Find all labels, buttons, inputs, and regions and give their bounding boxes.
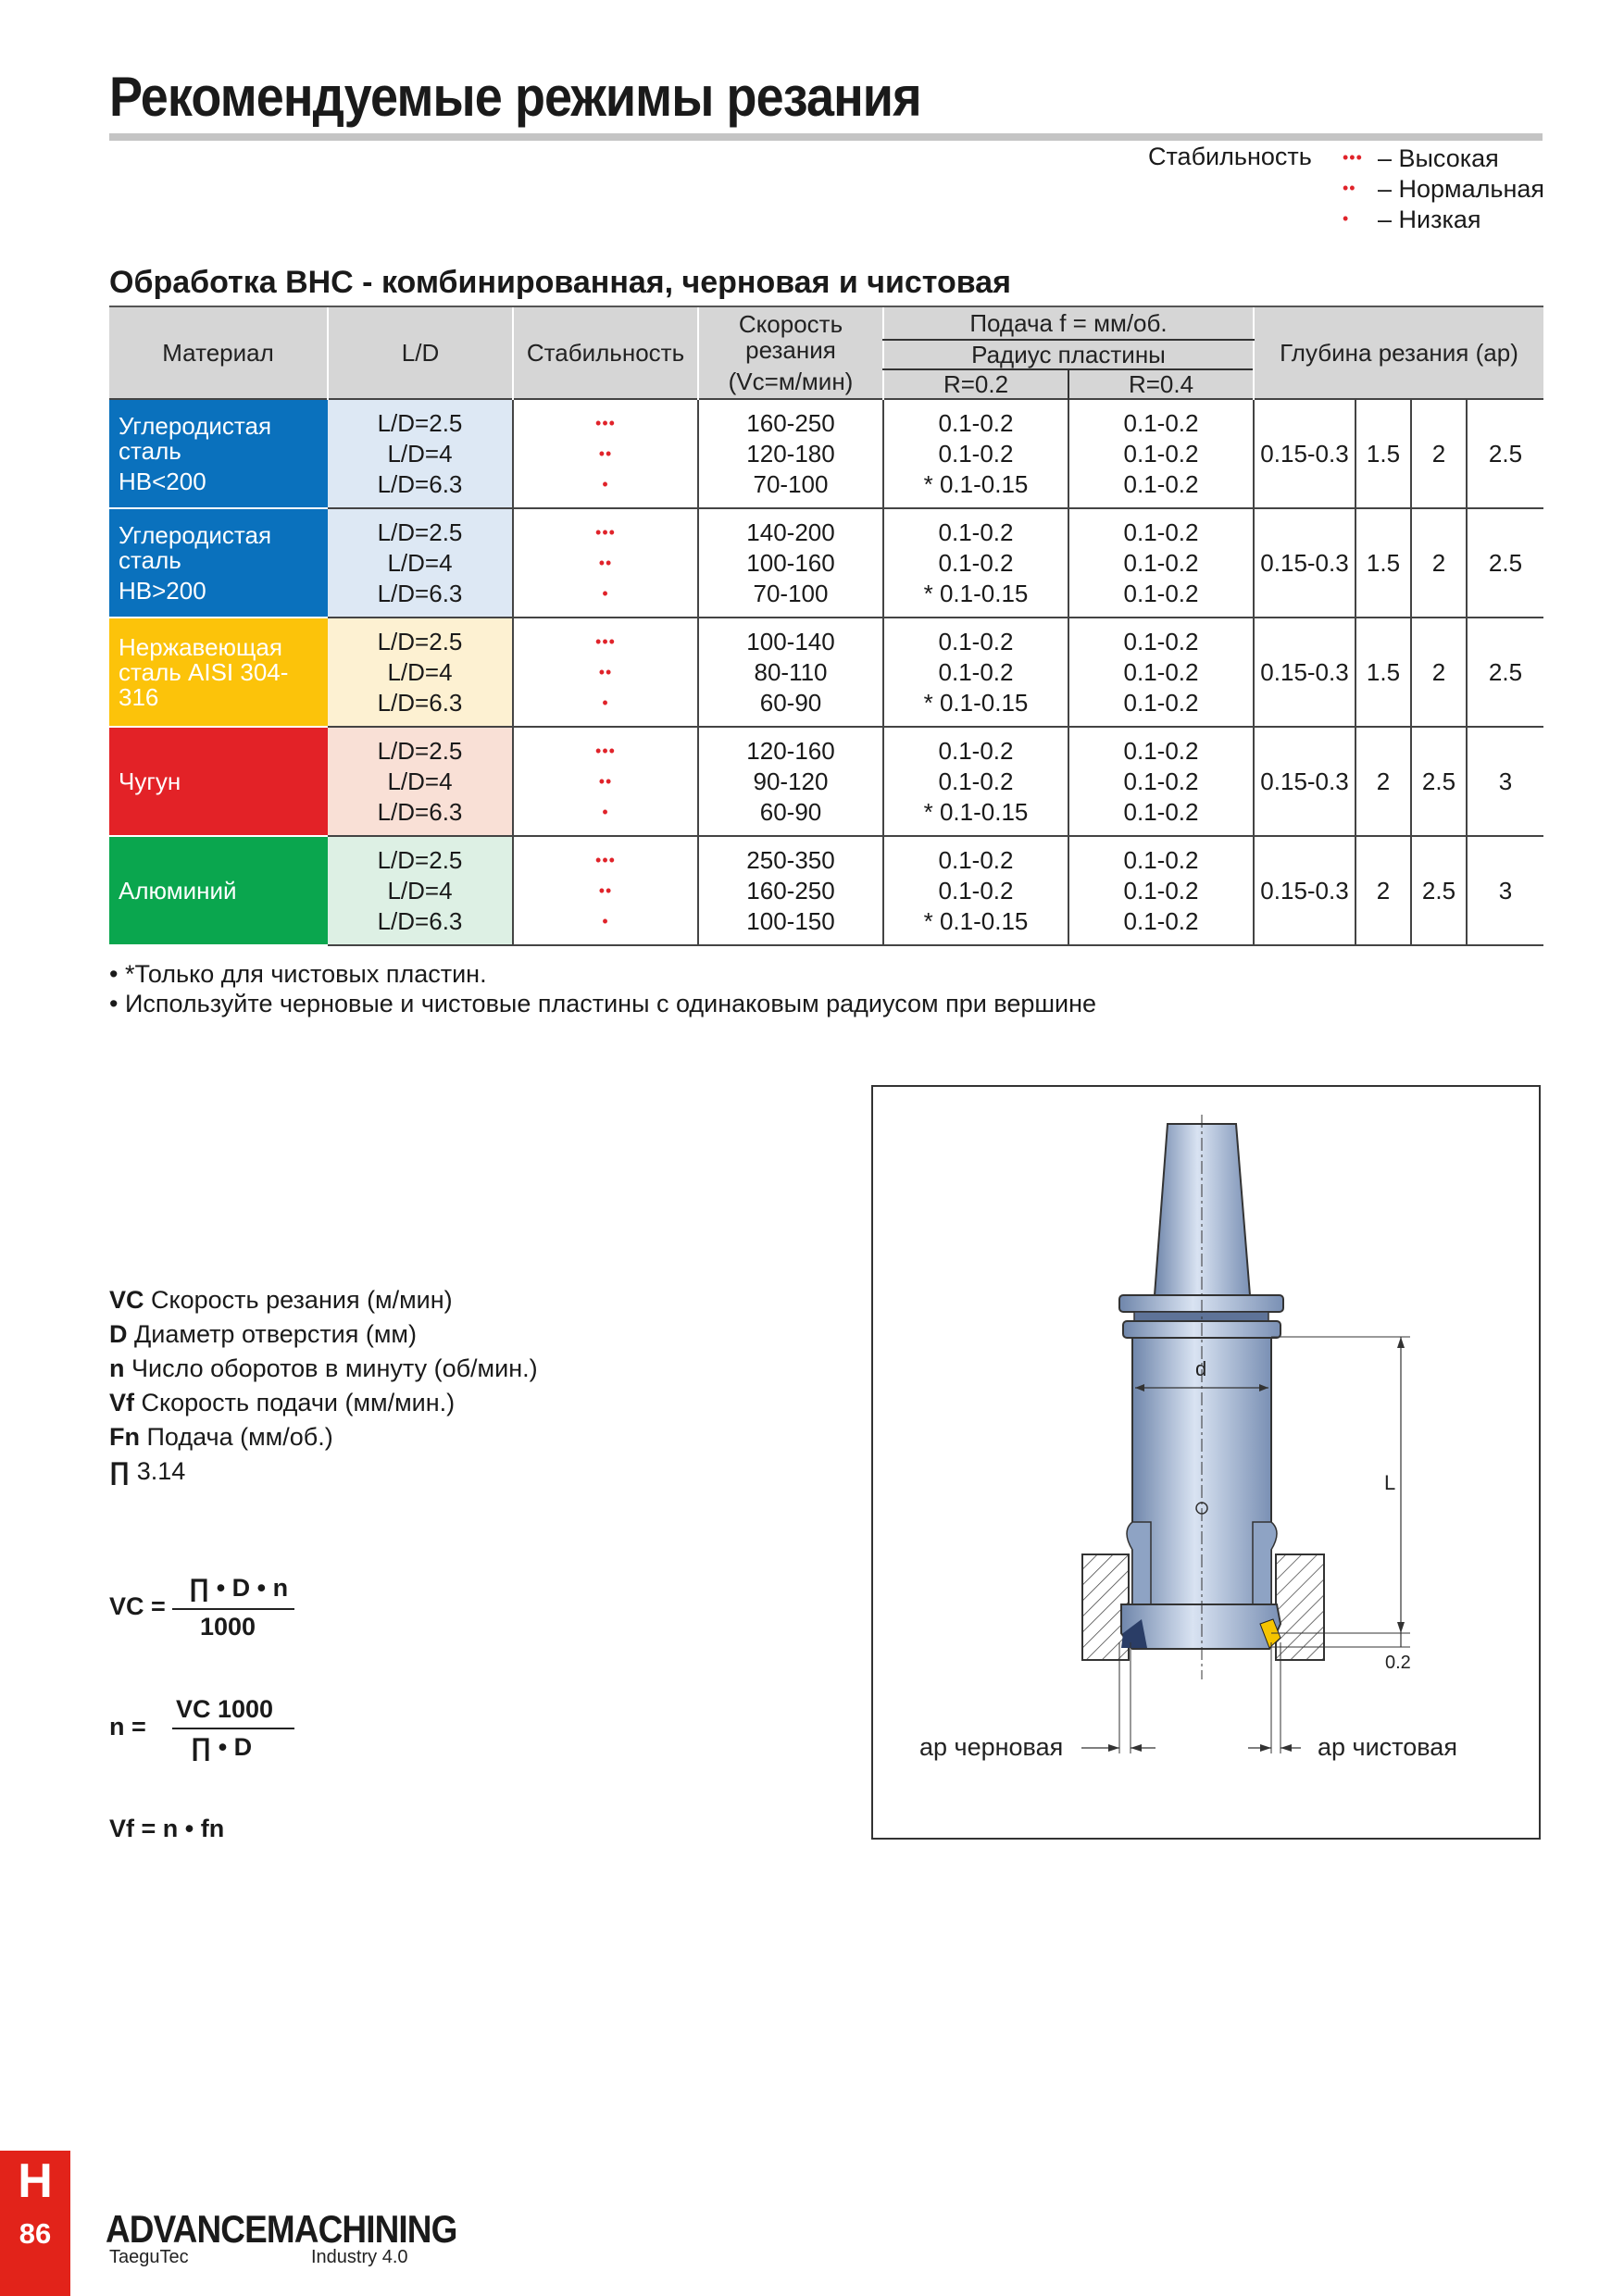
depth-cell: 2 <box>1411 399 1467 508</box>
speed-value: 140-200 <box>746 518 835 546</box>
table-notes <box>109 959 1096 1018</box>
feed-value: 0.1-0.2 <box>1123 408 1199 437</box>
header-r04: R=0.4 <box>1068 369 1254 399</box>
note-finishing-only: • *Только для чистовых пластин. <box>109 960 487 988</box>
feed-value: * 0.1-0.15 <box>923 688 1029 717</box>
speed-value: 70-100 <box>753 469 829 498</box>
depth-cell: 2.5 <box>1467 618 1543 727</box>
feed-value: * 0.1-0.15 <box>923 906 1029 935</box>
feed-value: 0.1-0.2 <box>1123 657 1199 686</box>
desc-n: Число оборотов в минуту (об/мин.) <box>124 1354 538 1382</box>
depth-cell: 2.5 <box>1411 727 1467 836</box>
feed-r02-cell <box>883 836 1068 945</box>
depth-cell: 2.5 <box>1467 508 1543 618</box>
material-label: Углеродистая <box>119 411 272 440</box>
formula-n-lhs: n = <box>109 1713 146 1741</box>
speed-cell <box>698 836 883 945</box>
speed-cell <box>698 508 883 618</box>
material-cell <box>109 727 328 836</box>
material-label: Углеродистая <box>119 520 272 549</box>
stability-dots: ••• <box>595 413 616 432</box>
formula-vf: Vf = n • fn <box>109 1815 225 1842</box>
stability-dots: ••• <box>595 631 616 651</box>
feed-value: 0.1-0.2 <box>938 408 1014 437</box>
depth-cell: 2.5 <box>1467 399 1543 508</box>
desc-vc: Скорость резания (м/мин) <box>144 1286 453 1314</box>
stability-dots: ••• <box>595 850 616 869</box>
page-title: Рекомендуемые режимы резания <box>109 66 921 128</box>
stability-dots: ••• <box>595 741 616 760</box>
feed-value: 0.1-0.2 <box>1123 439 1199 468</box>
depth-cell: 1.5 <box>1355 618 1411 727</box>
stability-cell <box>513 618 698 727</box>
feed-value: 0.1-0.2 <box>938 845 1014 874</box>
symbol-vf: Vf <box>109 1389 134 1416</box>
table-row <box>109 836 1543 945</box>
desc-pi: 3.14 <box>130 1457 186 1485</box>
workpiece-right <box>1276 1554 1324 1660</box>
ld-value: L/D=2.5 <box>377 408 463 437</box>
depth-cell: 2.5 <box>1411 836 1467 945</box>
feed-r02-cell <box>883 727 1068 836</box>
depth-cell: 1.5 <box>1355 508 1411 618</box>
label-ap-rough: ap черновая <box>919 1733 1064 1761</box>
depth-cell: 3 <box>1467 727 1543 836</box>
stability-dots: • <box>602 474 609 493</box>
desc-d: Диаметр отверстия (мм) <box>127 1320 417 1348</box>
material-cell <box>109 618 328 727</box>
formula-vc-numerator: ∏ • D • n <box>189 1574 289 1602</box>
material-label: Алюминий <box>119 876 237 905</box>
formula-vc-denominator: 1000 <box>200 1613 256 1641</box>
feed-value: * 0.1-0.15 <box>923 797 1029 826</box>
stability-cell <box>513 399 698 508</box>
ld-value: L/D=6.3 <box>377 906 463 935</box>
feed-r02-cell <box>883 508 1068 618</box>
feed-r02-cell <box>883 618 1068 727</box>
depth-cell: 0.15-0.3 <box>1254 618 1355 727</box>
legend-vf <box>109 1386 538 1420</box>
depth-cell: 0.15-0.3 <box>1254 727 1355 836</box>
header-feed: Подача f = мм/об. <box>883 306 1254 340</box>
speed-value: 100-140 <box>746 627 835 655</box>
legend-item-high <box>1343 144 1499 173</box>
feed-value: 0.1-0.2 <box>938 767 1014 795</box>
ld-cell <box>328 399 513 508</box>
ld-value: L/D=2.5 <box>377 627 463 655</box>
stability-dots: •• <box>598 662 613 681</box>
legend-item-normal <box>1343 175 1544 204</box>
depth-cell: 2 <box>1411 508 1467 618</box>
table-row <box>109 399 1543 508</box>
symbol-fn: Fn <box>109 1423 140 1451</box>
speed-value: 160-250 <box>746 876 835 905</box>
feed-value: 0.1-0.2 <box>1123 688 1199 717</box>
ld-value: L/D=4 <box>387 767 453 795</box>
note-same-radius: • Используйте черновые и чистовые пластины с одинаковым радиусом при вершине <box>109 990 1097 1017</box>
stability-cell <box>513 727 698 836</box>
feed-value: 0.1-0.2 <box>938 657 1014 686</box>
speed-value: 100-150 <box>746 906 835 935</box>
header-speed <box>698 306 883 399</box>
speed-cell <box>698 399 883 508</box>
speed-value: 120-160 <box>746 736 835 765</box>
feed-r04-cell <box>1068 727 1254 836</box>
depth-cell: 0.15-0.3 <box>1254 836 1355 945</box>
material-label: 316 <box>119 682 159 711</box>
header-depth: Глубина резания (ap) <box>1254 306 1543 399</box>
stability-dots: • <box>602 693 609 712</box>
legend-dots-normal: •• <box>1343 179 1356 197</box>
stability-cell <box>513 508 698 618</box>
ld-cell <box>328 727 513 836</box>
speed-value: 90-120 <box>753 767 829 795</box>
boring-head-drawing <box>873 1087 1539 1838</box>
header-speed-line3: (Vc=м/мин) <box>728 368 854 395</box>
material-label: Чугун <box>119 767 181 795</box>
symbol-pi: ∏ <box>109 1457 131 1485</box>
ld-cell <box>328 618 513 727</box>
feed-value: 0.1-0.2 <box>938 548 1014 577</box>
page-number: 86 <box>19 2217 52 2250</box>
feed-value: 0.1-0.2 <box>1123 469 1199 498</box>
feed-r04-cell <box>1068 836 1254 945</box>
stability-dots: ••• <box>595 522 616 542</box>
feed-value: 0.1-0.2 <box>1123 906 1199 935</box>
ld-cell <box>328 508 513 618</box>
ld-cell <box>328 836 513 945</box>
legend-text-high: – Высокая <box>1378 144 1499 172</box>
feed-value: 0.1-0.2 <box>1123 548 1199 577</box>
stability-dots: •• <box>598 443 613 463</box>
ld-value: L/D=4 <box>387 439 453 468</box>
material-cell <box>109 836 328 945</box>
material-cell <box>109 508 328 618</box>
ld-value: L/D=6.3 <box>377 797 463 826</box>
material-label: HB>200 <box>119 576 206 605</box>
speed-value: 60-90 <box>759 688 822 717</box>
material-label: сталь <box>119 436 181 465</box>
speed-value: 60-90 <box>759 797 822 826</box>
header-speed-line2: резания <box>745 336 836 364</box>
speed-value: 160-250 <box>746 408 835 437</box>
material-label: Нержавеющая <box>119 632 282 661</box>
legend-d <box>109 1317 538 1352</box>
legend-dots-high: ••• <box>1343 148 1363 167</box>
feed-value: 0.1-0.2 <box>938 627 1014 655</box>
feed-value: 0.1-0.2 <box>1123 797 1199 826</box>
symbol-d: D <box>109 1320 128 1348</box>
depth-cell: 2 <box>1355 727 1411 836</box>
stability-dots: •• <box>598 880 613 900</box>
ld-value: L/D=6.3 <box>377 469 463 498</box>
table-row <box>109 618 1543 727</box>
section-title: Обработка ВНС - комбинированная, черновая и чистовая <box>109 265 1011 300</box>
stability-cell <box>513 836 698 945</box>
material-cell <box>109 399 328 508</box>
feed-value: 0.1-0.2 <box>938 518 1014 546</box>
depth-cell: 0.15-0.3 <box>1254 399 1355 508</box>
legend-vc <box>109 1283 538 1317</box>
speed-value: 80-110 <box>754 657 828 686</box>
header-stability: Стабильность <box>513 306 698 399</box>
speed-value: 100-160 <box>746 548 835 577</box>
legend-text-low: – Низкая <box>1378 206 1481 233</box>
stability-dots: • <box>602 802 609 821</box>
material-label: сталь <box>119 545 181 574</box>
symbol-vc: VC <box>109 1286 144 1314</box>
feed-value: 0.1-0.2 <box>1123 845 1199 874</box>
section-letter: H <box>18 2154 53 2208</box>
ld-value: L/D=4 <box>387 548 453 577</box>
formula-n-numerator: VC 1000 <box>176 1695 274 1723</box>
depth-cell: 3 <box>1467 836 1543 945</box>
header-ld: L/D <box>328 306 513 399</box>
desc-fn: Подача (мм/об.) <box>140 1423 333 1451</box>
stability-dots: •• <box>598 553 613 572</box>
header-radius: Радиус пластины <box>883 340 1254 369</box>
header-speed-line1: Скорость <box>738 310 843 338</box>
ld-value: L/D=2.5 <box>377 518 463 546</box>
depth-cell: 0.15-0.3 <box>1254 508 1355 618</box>
feed-r02-cell <box>883 399 1068 508</box>
feed-r04-cell <box>1068 399 1254 508</box>
feed-value: 0.1-0.2 <box>1123 518 1199 546</box>
legend-dots-low: • <box>1343 209 1350 228</box>
depth-cell: 2 <box>1355 836 1411 945</box>
speed-value: 250-350 <box>746 845 835 874</box>
ld-value: L/D=2.5 <box>377 736 463 765</box>
label-ap-finish: ap чистовая <box>1318 1733 1457 1761</box>
header-material: Материал <box>109 306 328 399</box>
feed-value: * 0.1-0.15 <box>923 469 1029 498</box>
ld-value: L/D=2.5 <box>377 845 463 874</box>
title-rule <box>109 133 1543 141</box>
ld-value: L/D=6.3 <box>377 579 463 607</box>
legend-label: Стабильность <box>1148 143 1312 170</box>
feed-value: 0.1-0.2 <box>1123 876 1199 905</box>
brand-name: TaeguTec <box>109 2247 189 2267</box>
label-0.2: 0.2 <box>1385 1653 1411 1673</box>
feed-r04-cell <box>1068 508 1254 618</box>
ld-value: L/D=4 <box>387 657 453 686</box>
legend-n <box>109 1352 538 1386</box>
formula-n-denominator: ∏ • D <box>191 1733 253 1761</box>
feed-value: 0.1-0.2 <box>938 439 1014 468</box>
table-row <box>109 508 1543 618</box>
stability-dots: • <box>602 583 609 603</box>
material-label: сталь AISI 304- <box>119 657 289 686</box>
tool-diagram <box>871 1085 1541 1840</box>
speed-value: 120-180 <box>746 439 835 468</box>
speed-cell <box>698 618 883 727</box>
feed-value: 0.1-0.2 <box>1123 579 1199 607</box>
feed-value: * 0.1-0.15 <box>923 579 1029 607</box>
formula-vc-fraction-line <box>172 1608 294 1610</box>
brand-tagline: Industry 4.0 <box>311 2247 408 2267</box>
material-label: HB<200 <box>119 467 206 495</box>
feed-value: 0.1-0.2 <box>938 736 1014 765</box>
desc-vf: Скорость подачи (мм/мин.) <box>134 1389 456 1416</box>
legend-fn <box>109 1420 538 1454</box>
feed-r04-cell <box>1068 618 1254 727</box>
formula-vc-lhs: VC = <box>109 1592 166 1620</box>
stability-dots: • <box>602 911 609 930</box>
brand-logo: ADVANCEMACHINING <box>106 2207 457 2251</box>
formula-n-fraction-line <box>172 1728 294 1729</box>
speed-value: 70-100 <box>753 579 829 607</box>
legend-text-normal: – Нормальная <box>1378 175 1544 203</box>
cutting-data-table <box>109 306 1543 946</box>
depth-cell: 1.5 <box>1355 399 1411 508</box>
feed-value: 0.1-0.2 <box>1123 627 1199 655</box>
ld-value: L/D=6.3 <box>377 688 463 717</box>
feed-value: 0.1-0.2 <box>1123 736 1199 765</box>
table-row <box>109 727 1543 836</box>
legend-pi <box>109 1454 538 1489</box>
formula-legend <box>109 1283 538 1489</box>
header-r02: R=0.2 <box>883 369 1068 399</box>
symbol-n: n <box>109 1354 125 1382</box>
depth-cell: 2 <box>1411 618 1467 727</box>
stability-dots: •• <box>598 771 613 791</box>
feed-value: 0.1-0.2 <box>938 876 1014 905</box>
label-L: L <box>1384 1471 1396 1494</box>
feed-value: 0.1-0.2 <box>1123 767 1199 795</box>
speed-cell <box>698 727 883 836</box>
ld-value: L/D=4 <box>387 876 453 905</box>
legend-item-low <box>1343 206 1481 234</box>
label-d: d <box>1195 1357 1207 1380</box>
